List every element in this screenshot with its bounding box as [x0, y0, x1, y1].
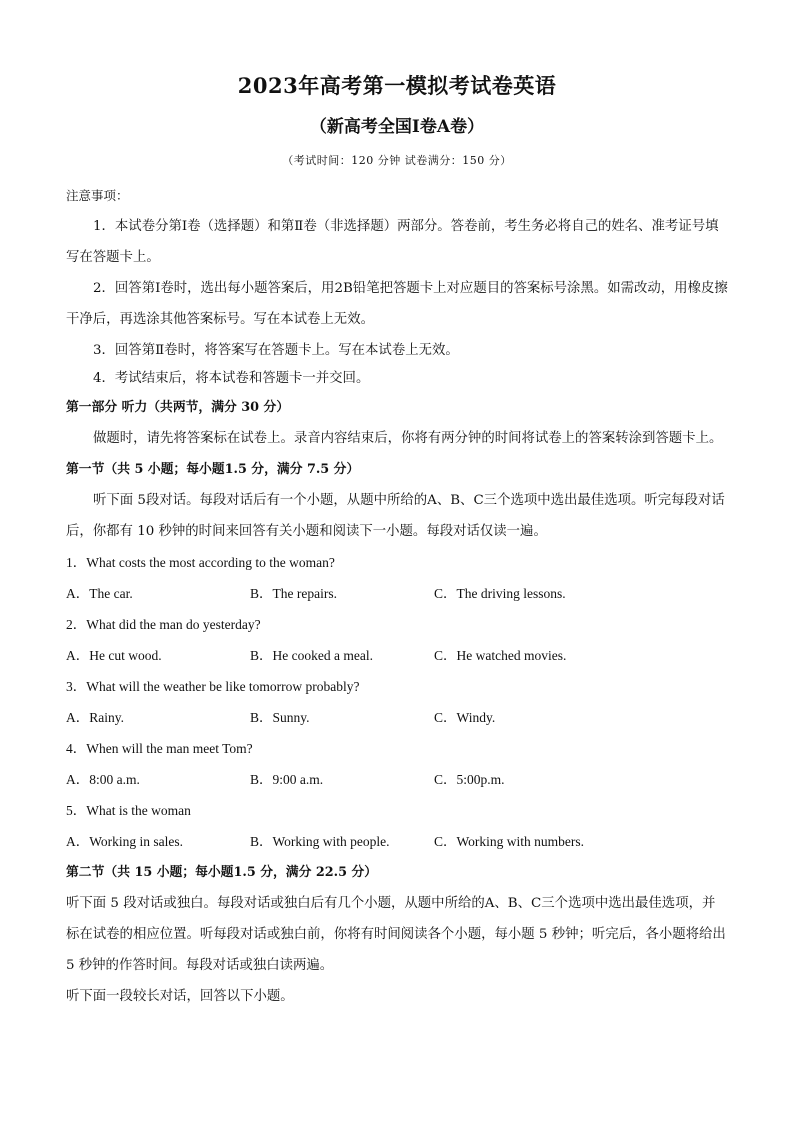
notice-item-1: 1．本试卷分第Ⅰ卷（选择题）和第Ⅱ卷（非选择题）两部分。答卷前，考生务必将自己的姓名、准考证号填写在答题卡上。: [66, 219, 719, 265]
question-stem: 5．What is the woman: [66, 803, 191, 818]
option-c: C．The driving lessons.: [434, 586, 566, 601]
option-c: C．Working with numbers.: [434, 834, 585, 849]
option-a: A．Rainy.: [66, 710, 124, 725]
question-stem: 4．When will the man meet Tom?: [66, 741, 253, 756]
option-b: B．Working with people.: [250, 834, 390, 849]
option-row: [66, 578, 728, 609]
notice-item-4: 4．考试结束后，将本试卷和答题卡一并交回。: [93, 371, 370, 386]
section2-heading: 第二节（共 15 小题；每小题1.5 分，满分 22.5 分）: [66, 865, 378, 880]
question-4: [66, 733, 728, 795]
option-c: C．He watched movies.: [434, 648, 567, 663]
question-1: [66, 547, 728, 609]
question-stem: 1．What costs the most according to the woman?: [66, 555, 335, 570]
option-a: A．He cut wood.: [66, 648, 162, 663]
part1-intro: 做题时，请先将答案标在试卷上。录音内容结束后，你将有两分钟的时间将试卷上的答案转涂到答题卡上。: [93, 431, 723, 446]
option-row: [66, 702, 728, 733]
option-row: [66, 640, 728, 671]
option-a: A．Working in sales.: [66, 834, 184, 849]
question-5: [66, 795, 728, 857]
option-a: A．8:00 a.m.: [66, 772, 140, 787]
exam-body: [66, 180, 728, 1012]
option-row: [66, 764, 728, 795]
option-a: A．The car.: [66, 586, 133, 601]
option-b: B．He cooked a meal.: [250, 648, 373, 663]
option-b: B．9:00 a.m.: [250, 772, 324, 787]
notice-item-2: 2．回答第Ⅰ卷时，选出每小题答案后，用2B铅笔把答题卡上对应题目的答案标号涂黑。如需改动，用橡皮擦干净后，再选涂其他答案标号。写在本试卷上无效。: [66, 281, 728, 327]
notice-item-3: 3．回答第Ⅱ卷时，将答案写在答题卡上。写在本试卷上无效。: [93, 343, 459, 358]
option-row: [66, 826, 728, 857]
question-2: [66, 609, 728, 671]
section1-intro: 听下面 5段对话。每段对话后有一个小题，从题中所给的A、B、C三个选项中选出最佳选项。听完每段对话后，你都有 10 秒钟的时间来回答有关小题和阅读下一小题。每段对话仅读一遍。: [66, 493, 725, 539]
question-3: [66, 671, 728, 733]
question-stem: 2．What did the man do yesterday?: [66, 617, 261, 632]
section2-intro: 听下面 5 段对话或独白。每段对话或独白后有几个小题，从题中所给的A、B、C三个选项中选出最佳选项，并标在试卷的相应位置。听每段对话或独白前，你将有时间阅读各个小题，每小题 5 秒钟；听完后，各小题将给出 5 秒钟的作答时间。每段对话或独白读两遍。: [66, 896, 726, 973]
part1-heading: 第一部分 听力（共两节，满分 30 分）: [66, 400, 290, 415]
section2-next-instruction: 听下面一段较长对话，回答以下小题。: [66, 989, 294, 1004]
page-subtitle: （新高考全国Ⅰ卷A卷）: [309, 117, 485, 137]
section1-heading: 第一节（共 5 小题；每小题1.5 分，满分 7.5 分）: [66, 462, 360, 477]
page-title: 2023年高考第一模拟考试卷英语: [237, 73, 557, 98]
option-c: C．Windy.: [434, 710, 496, 725]
notice-heading: 注意事项：: [66, 188, 129, 203]
exam-meta: （考试时间：120 分钟 试卷满分：150 分）: [282, 154, 512, 167]
option-b: B．The repairs.: [250, 586, 337, 601]
option-c: C．5:00p.m.: [434, 772, 505, 787]
option-b: B．Sunny.: [250, 710, 310, 725]
question-stem: 3．What will the weather be like tomorrow probably?: [66, 679, 360, 694]
